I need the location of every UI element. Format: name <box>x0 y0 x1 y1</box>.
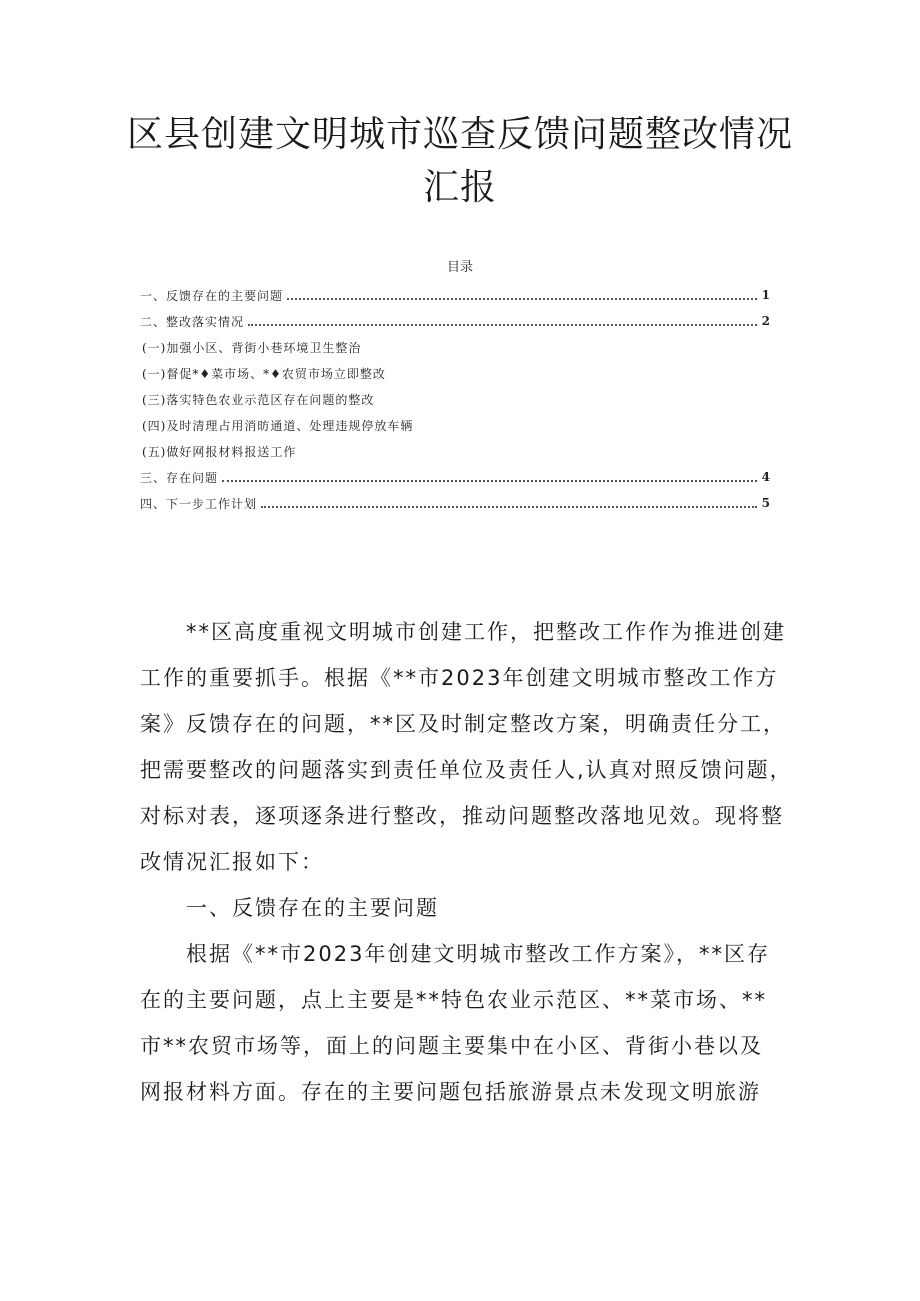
toc-entry-page: 1 <box>761 288 771 302</box>
table-of-contents <box>140 282 771 516</box>
toc-entry[interactable] <box>140 464 771 490</box>
toc-leader-dots <box>287 286 757 300</box>
toc-subentry[interactable] <box>140 360 771 386</box>
toc-entry-label: (一)督促*♦菜市场、*♦农贸市场立即整改 <box>142 366 386 381</box>
toc-entry-label: 四、下一步工作计划 <box>140 496 258 511</box>
body-paragraph-intro <box>140 609 800 1115</box>
toc-entry-label: (一)加强小区、背街小巷环境卫生整治 <box>142 340 362 355</box>
paragraph-line: 工作的重要抓手。根据《**市2023年创建文明城市整改工作方 <box>140 666 779 690</box>
toc-entry-page: 5 <box>761 496 771 510</box>
toc-leader-dots <box>222 468 757 482</box>
section-heading: 一、反馈存在的主要问题 <box>186 896 439 920</box>
document-title-line-2: 汇报 <box>422 167 497 208</box>
toc-subentry[interactable] <box>140 438 771 464</box>
toc-entry-label: (五)做好网报材料报送工作 <box>142 444 297 459</box>
toc-entry-page: 2 <box>761 314 771 328</box>
paragraph-line: 市**农贸市场等，面上的问题主要集中在小区、背街小巷以及 <box>140 1034 763 1058</box>
toc-entry-label: 二、整改落实情况 <box>140 314 245 329</box>
paragraph-line: 把需要整改的问题落实到责任单位及责任人,认真对照反馈问题， <box>140 758 793 782</box>
toc-subentry[interactable] <box>140 386 771 412</box>
toc-leader-dots <box>261 494 757 508</box>
paragraph-line: 网报材料方面。存在的主要问题包括旅游景点未发现文明旅游 <box>140 1080 761 1104</box>
toc-leader-dots <box>248 312 757 326</box>
toc-subentry[interactable] <box>140 412 771 438</box>
toc-entry[interactable] <box>140 282 771 308</box>
paragraph-line: 案》反馈存在的问题，**区及时制定整改方案，明确责任分工， <box>140 712 786 736</box>
toc-entry-label: (三)落实特色农业示范区存在问题的整改 <box>142 392 375 407</box>
paragraph-line: 对标对表，逐项逐条进行整改，推动问题整改落地见效。现将整 <box>140 804 784 828</box>
toc-entry-page: 4 <box>761 470 771 484</box>
document-title-line-1: 区县创建文明城市巡查反馈问题整改情况 <box>126 114 793 155</box>
toc-subentry[interactable] <box>140 334 771 360</box>
toc-entry-label: (四)及时清理占用消昉通道、处理违规停放车辆 <box>142 418 414 433</box>
paragraph-line: 在的主要问题，点上主要是**特色农业示范区、**菜市场、** <box>140 988 767 1012</box>
paragraph-line: 根据《**市2023年创建文明城市整改工作方案》，**区存 <box>186 942 770 966</box>
paragraph-line: **区高度重视文明城市创建工作，把整改工作作为推进创建 <box>186 620 786 644</box>
toc-entry-label: 三、存在问题 <box>140 470 219 485</box>
toc-entry-label: 一、反馈存在的主要问题 <box>140 288 284 303</box>
toc-heading: 目录 <box>446 260 473 275</box>
paragraph-line: 改情况汇报如下： <box>140 850 324 874</box>
toc-entry[interactable] <box>140 308 771 334</box>
toc-entry[interactable] <box>140 490 771 516</box>
